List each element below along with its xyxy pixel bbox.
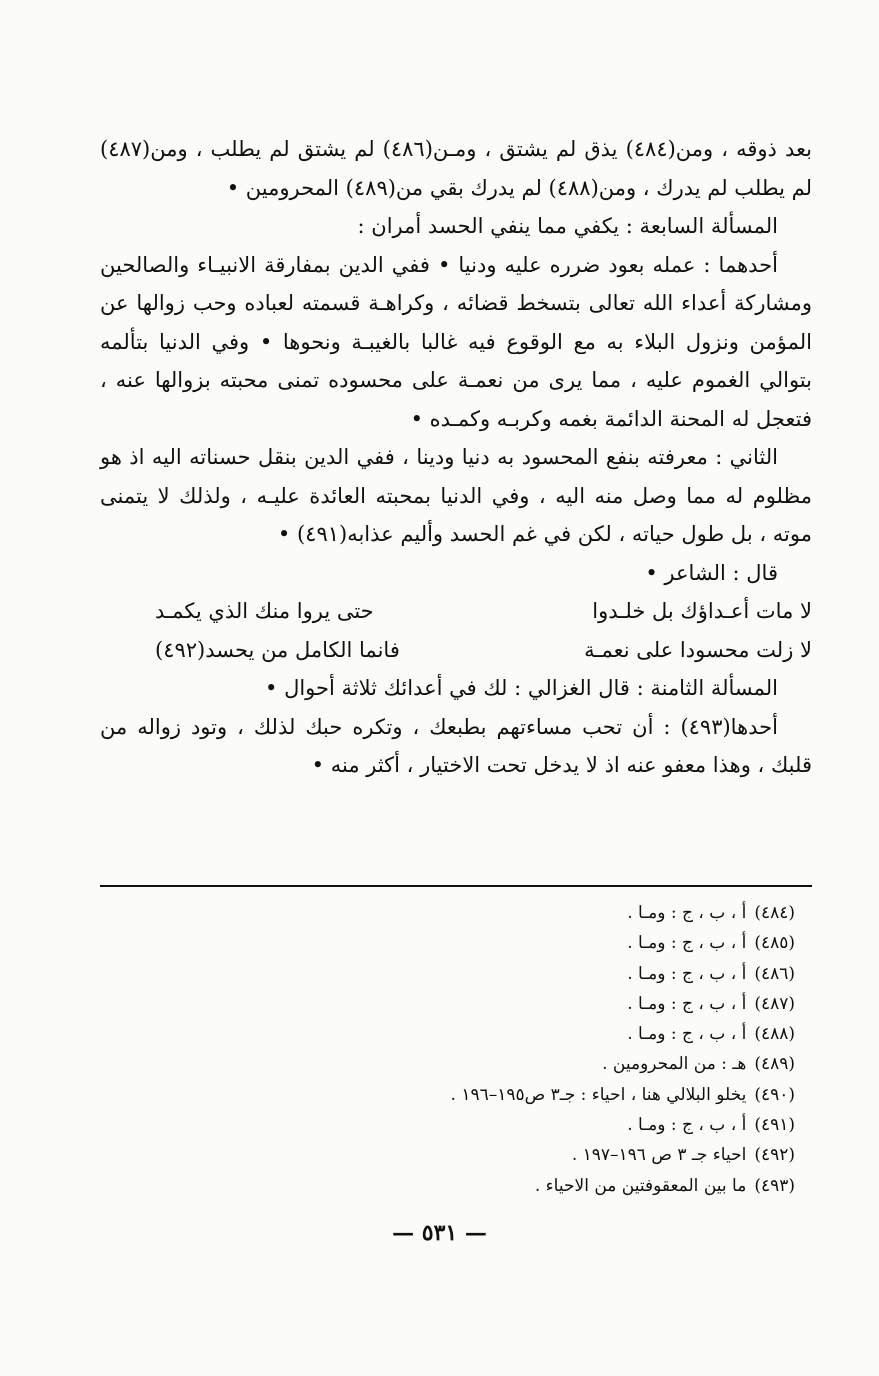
page-number: — ٥٣١ — [392,1220,487,1246]
footnote [195,1110,795,1140]
verse-2-first-hemistich: لا زلت محسودا على نعمـة [584,637,812,662]
paragraph-second-point: الثاني : معرفته بنفع المحسود به دنيا ودينا ، ففي الدين بنقل حسناته اليه اذ هو مظلوم له مما وصل منه اليه ، وفي الدنيا بمحبته العائدة عليـه ، ولذلك لا يتمنى موته ، بل طول حياته ، لكن في غم الحسد وأليم عذابه(٤٩١) • [100,445,812,546]
issue-eight-heading: المسألة الثامنة : قال الغزالي : لك في أعدائك ثلاثة أحوال • [265,676,778,700]
footnote-text: يخلو البلالي هنا ، احياء : جـ٣ ص١٩٥–١٩٦ . [450,1084,747,1105]
footnote [195,1049,795,1079]
footnote-number: (٤٨٦) [754,963,795,984]
footnote-text: ما بين المعقوفتين من الاحياء . [534,1175,747,1196]
issue-seven-heading: المسألة السابعة : يكفي مما ينفي الحسد أمران : [357,214,778,238]
verse-2-second-hemistich: فانما الكامل من يحسد(٤٩٢) [155,637,400,662]
footnote-text: أ ، ب ، ج : ومـا . [627,993,747,1014]
verse-1-first-hemistich: لا مات أعـداؤك بل خلـدوا [592,599,812,623]
footnote-number: (٤٨٧) [754,993,795,1014]
footnote-text: أ ، ب ، ج : ومـا . [627,933,747,954]
footnote-text: أ ، ب ، ج : ومـا . [627,1024,747,1045]
main-text [100,130,812,785]
footnotes-list [195,898,795,1201]
footnote-number: (٤٨٤) [754,903,795,923]
footnote-number: (٤٩٣) [754,1175,795,1196]
footnote-number: (٤٩١) [754,1115,795,1136]
footnote [195,959,795,989]
footnote [195,898,795,928]
footnote-number: (٤٨٨) [754,1024,795,1045]
poet-intro: قال : الشاعر • [645,560,778,585]
footnote [195,989,795,1019]
footnote [195,928,795,958]
footnote-number: (٤٩٠) [754,1084,795,1105]
footnote-divider [100,885,812,887]
verse-line-1 [100,592,812,631]
footnote-number: (٤٩٢) [754,1145,795,1166]
paragraph-first-point: أحدهما : عمله بعود ضرره عليه ودنيا • ففي الدين بمفارقة الانبيـاء والصالحين ومشاركة أعداء الله تعالى بتسخط قضائه ، وكراهـة قسمته لعباده وحب زوالها عن المؤمن ونزول البلاء به مع الوقوع فيه غالبا بالغيبـة ونحوها • وفي الدنيا بتألمه بتوالي الغموم عليه ، مما يرى من نعمـة على محسوده تمنى محبته بزوالها عنه ، فتعجل له المحنة الدائمة بغمه وكربـه وكمـده • [100,252,812,431]
footnote-text: أ ، ب ، ج : ومـا . [627,1115,747,1136]
verse-1-second-hemistich: حتى يروا منك الذي يكمـد [155,599,374,623]
paragraph-1: بعد ذوقه ، ومن(٤٨٤) يذق لم يشتق ، ومـن(٤٨٦) لم يشتق لم يطلب ، ومن(٤٨٧) لم يطلب لم يدرك ، ومن(٤٨٨) لم يدرك بقي من(٤٨٩) المحرومين • [100,137,812,200]
footnote [195,1140,795,1170]
footnote [195,1171,795,1201]
paragraph-first-state: أحدها(٤٩٣) : أن تحب مساءتهم بطبعك ، وتكره حبك لذلك ، وتود زواله من قلبك ، وهذا معفو عنه اذ لا يدخل تحت الاختيار ، أكثر منه • [100,714,812,777]
footnote-text: هـ : من المحرومين . [602,1054,747,1075]
verse-line-2 [100,631,812,670]
footnote-text: أ ، ب ، ج : ومـا . [627,903,747,923]
footnote-number: (٤٨٩) [754,1054,795,1075]
footnote-number: (٤٨٥) [754,933,795,954]
footnote [195,1019,795,1049]
footnote-text: احياء جـ ٣ ص ١٩٦–١٩٧ . [571,1145,747,1166]
footnote-text: أ ، ب ، ج : ومـا . [627,963,747,984]
footnote [195,1080,795,1110]
